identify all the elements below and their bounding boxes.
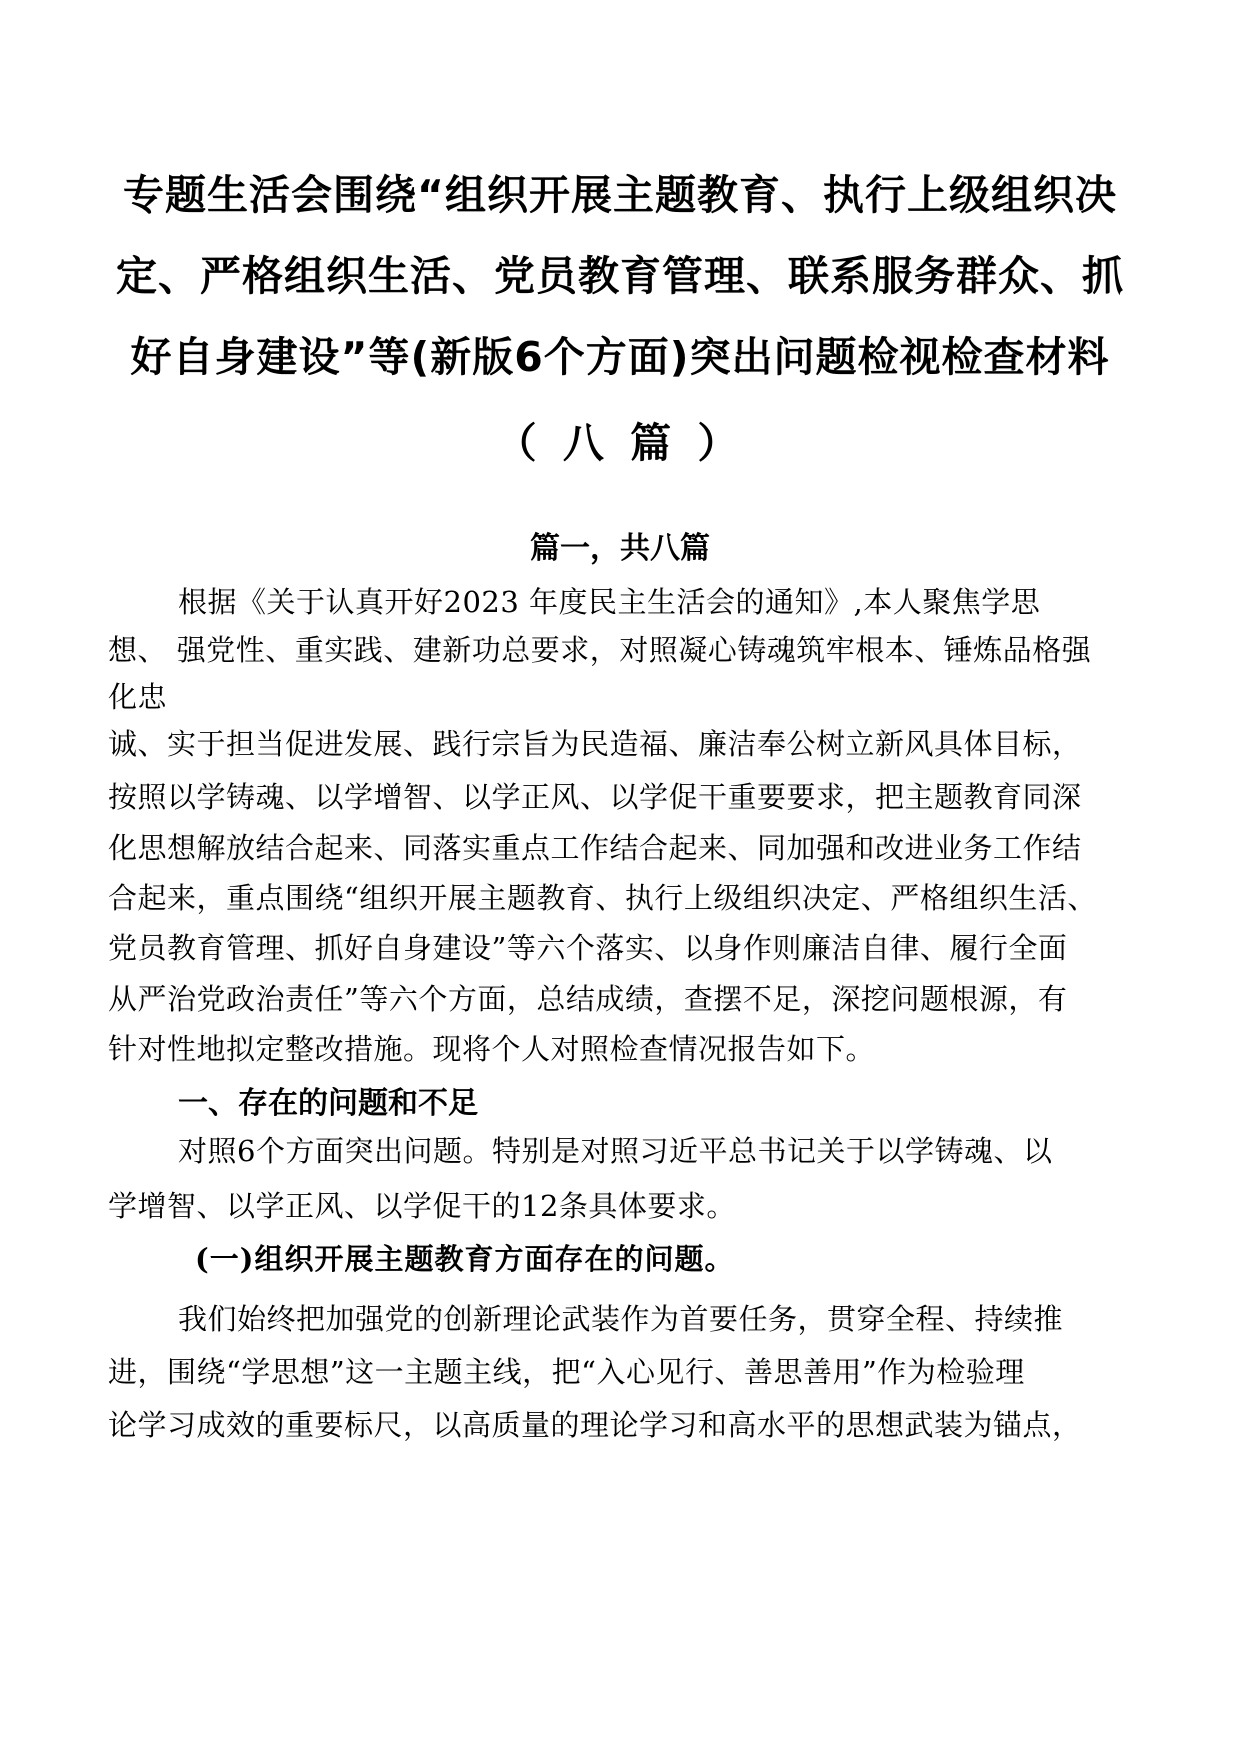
section-heading: 一、存在的问题和不足: [178, 1086, 478, 1121]
intro-line: 针对性地拟定整改措施。现将个人对照检查情况报告如下。: [108, 1032, 876, 1066]
body-line: 对照6个方面突出问题。特别是对照习近平总书记关于以学铸魂、以: [178, 1134, 1053, 1168]
intro-line: 从严治党政治责任”等六个方面，总结成绩，查摆不足，深挖问题根源，有: [108, 982, 1068, 1016]
body-line: 论学习成效的重要标尺，以高质量的理论学习和高水平的思想武装为锚点，: [108, 1408, 1082, 1442]
intro-line: 按照以学铸魂、以学增智、以学正风、以学促干重要要求，把主题教育同深: [108, 780, 1082, 814]
intro-line: 诚、实于担当促进发展、践行宗旨为民造福、廉洁奉公树立新风具体目标，: [108, 727, 1082, 761]
body-line: 进，围绕“学思想”这一主题主线，把“入心见行、善思善用”作为检验理: [108, 1355, 1025, 1389]
intro-line: 党员教育管理、抓好自身建设”等六个落实、以身作则廉洁自律、履行全面: [108, 931, 1068, 965]
title-line-2: 定、严格组织生活、党员教育管理、联系服务群众、抓: [116, 252, 1124, 300]
title-line-1: 专题生活会围绕“组织开展主题教育、执行上级组织决: [123, 171, 1117, 219]
intro-line: 化思想解放结合起来、同落实重点工作结合起来、同加强和改进业务工作结: [108, 831, 1082, 865]
intro-line: 化忠: [108, 680, 168, 714]
body-line: 学增智、以学正风、以学促干的12条具体要求。: [108, 1189, 736, 1223]
body-line: 我们始终把加强党的创新理论武装作为首要任务，贯穿全程、持续推: [178, 1302, 1064, 1336]
subsection-heading: (一)组织开展主题教育方面存在的问题。: [195, 1242, 735, 1276]
title-line-4: （ 八 篇 ）: [495, 419, 745, 467]
intro-line: 合起来，重点围绕“组织开展主题教育、执行上级组织决定、严格组织生活、: [108, 881, 1097, 915]
intro-line: 根据《关于认真开好2023 年度民主生活会的通知》,本人聚焦学思: [178, 585, 1041, 619]
section-label: 篇一，共八篇: [530, 531, 710, 566]
title-line-3: 好自身建设”等(新版6个方面)突出问题检视检查材料: [130, 333, 1110, 381]
intro-line: 想、 强党性、重实践、建新功总要求，对照凝心铸魂筑牢根本、锤炼品格强: [108, 633, 1092, 667]
